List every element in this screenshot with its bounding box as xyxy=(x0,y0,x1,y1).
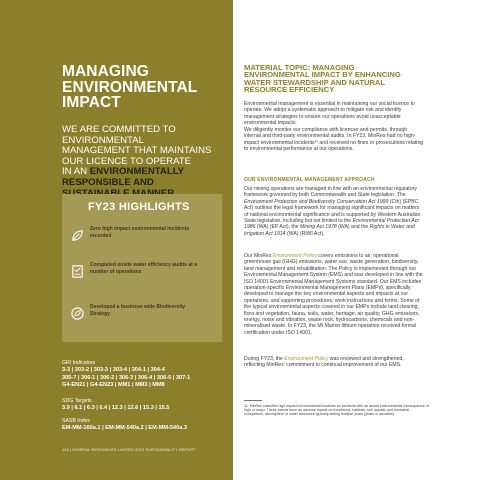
title-line: ENVIRONMENTAL xyxy=(62,78,198,96)
highlight-item xyxy=(70,226,218,250)
biodiversity-icon xyxy=(70,306,85,321)
environment-policy-link[interactable]: Environment Policy xyxy=(284,356,329,362)
material-topic-title xyxy=(244,64,419,94)
leaf-icon xyxy=(70,228,85,243)
environment-policy-link[interactable]: Environment Policy xyxy=(272,253,317,259)
highlight-item xyxy=(70,304,218,328)
body-text: (Cth) (EPBC Act) outlines the legal framework for managing significant impacts on matters of national environmental significance and is supported by Western Australian State legislation, including but not limited to the xyxy=(244,198,421,225)
highlight-text: Completed onsite water efficiency audits at a number of operations xyxy=(90,262,197,275)
section-subheading: OUR ENVIRONMENTAL MANAGEMENT APPROACH xyxy=(244,177,375,183)
lead-line: OUR LICENCE TO OPERATE xyxy=(62,155,192,167)
act-name: Rights in Water and Irrigation Act 1914 xyxy=(244,224,415,237)
sasb-heading: SASB Index xyxy=(62,418,90,424)
sdg-heading: SDG Targets xyxy=(62,398,92,404)
gri-indicators xyxy=(62,360,230,390)
highlight-item xyxy=(70,262,218,286)
highlights-title: FY23 HIGHLIGHTS xyxy=(88,201,190,213)
gri-line: 3-3 | 303-2 | 303-3 | 303-4 | 304-1 | 304-4 xyxy=(62,367,165,373)
footnote-divider xyxy=(244,400,262,401)
lead-emphasis: RESPONSIBLE AND xyxy=(62,176,154,188)
body-text: Our mining operations are managed in line with an environmental regulatory framework governed by both Commonwealth and State legislation. The xyxy=(244,186,417,199)
left-panel xyxy=(0,0,233,480)
act-name: Mining Act 1978 xyxy=(300,224,337,231)
act-name: Environmental Protection Act 1986 xyxy=(244,218,419,231)
act-name: Environment Protection and Biodiversity Conservation Act 1999 xyxy=(244,198,389,205)
commitment-statement xyxy=(62,125,230,199)
footnote: 11. MinRes classifies high-impact environmental incidents as incidents with an actual environmental consequence of high or major. These events have an adverse impact on flora/fauna, habitats, soil, aquatic and terrestrial ecosystems, atmosphere or water resources typically lasting multiple years (years or decades). xyxy=(244,404,429,417)
highlight-text: Developed a business wide Biodiversity Strategy xyxy=(90,304,186,317)
checklist-icon xyxy=(70,264,85,279)
title-line: IMPACT xyxy=(62,94,121,111)
body-text: Our MinRes xyxy=(244,253,273,259)
gri-line: 305-7 | 306-1 | 306-2 | 306-3 | 306-4 | 306-5 | 307-1 xyxy=(62,374,191,381)
gri-heading: GRI Indicators xyxy=(62,360,96,366)
topic-title-line: RESOURCE EFFICIENCY xyxy=(244,85,335,95)
highlights-box xyxy=(62,194,222,342)
body-text: (WA) and the xyxy=(336,224,370,231)
highlight-text: Zero high impact environmental incidents recorded xyxy=(90,226,190,239)
topic-title-line: WATER STEWARDSHIP AND NATURAL xyxy=(244,77,386,87)
gri-line: G4-EN21 | G4-EN23 | MM1 | MM3 | MM8 xyxy=(62,382,165,389)
lead-line: MANAGEMENT THAT MAINTAINS xyxy=(62,145,212,157)
lead-emphasis: ENVIRONMENTALLY xyxy=(89,166,185,178)
page-footer: 126 | MINERAL RESOURCES LIMITED 2023 SUSTAINABILITY REPORT xyxy=(62,448,196,452)
page-title xyxy=(62,64,227,111)
review-paragraph xyxy=(244,356,424,369)
framework-paragraph xyxy=(244,186,424,237)
body-text: was reviewed and strengthened, reflecting MinRes' commitment to continual improvement of our EMS. xyxy=(244,356,404,369)
body-text: (WA) (RiWI Act). xyxy=(285,230,325,237)
body-text: (WA) (EP Act), the xyxy=(255,224,300,231)
lead-line: WE ARE COMMITTED TO xyxy=(62,124,176,135)
intro-paragraph: Environmental management is essential in maintaining our social licence to operate. We adopt a systematic approach to mitigate risk and identify management strategies to ensure our operations avoid unacceptable environmental impacts. xyxy=(244,101,415,127)
sasb-line: EM-MM-160a.1 | EM-MM-540a.2 | EM-MM-540a.3 xyxy=(62,425,187,431)
sasb-index xyxy=(62,418,230,433)
right-panel xyxy=(233,0,480,480)
body-text: During FY23, the xyxy=(244,356,285,362)
sdg-line: 3.9 | 6.1 | 6.3 | 6.4 | 12.3 | 12.6 | 15.3 | 15.5 xyxy=(62,405,170,411)
body-text: covers emissions to air, operational greenhouse gas (GHG) emissions, water use, waste generation, biodiversity, land management and rehabilitation. The Policy is implemented through our Environmental Management System (EMS) and was developed in line with the ISO 14001 Environmental Management Systems standard. Our EMS includes operation-specific Environmental Management Plans (EMPs), specifically developed to manage the key environmental aspects and impacts at our operations, and supporting procedures, work instructions and forms. Some of the typical environmental aspects covered in our EMPs include land clearing, flora and vegetation, fauna, soils, water, heritage, air quality, GHG emissions, energy, noise and vibration, waste rock, hydrocarbons, chemicals and non-mineralised waste. In FY23, the Mt Marion lithium operation received formal certification under ISO 14001. xyxy=(244,253,423,336)
lead-text: IN AN xyxy=(62,166,90,178)
lead-line: ENVIRONMENTAL xyxy=(62,134,144,146)
compliance-paragraph: We diligently monitor our compliance with licences and permits, through internal and third-party environmental audits. In FY23, MinRes had no high-impact environmental incidents¹¹ and received no fines or prosecutions relating to environmental performance at our operations. xyxy=(244,127,424,153)
topic-title-line: ENVIRONMENTAL IMPACT BY ENHANCING xyxy=(244,70,401,80)
title-line: MANAGING xyxy=(62,63,149,80)
topic-title-line: MATERIAL TOPIC: MANAGING xyxy=(244,63,355,72)
sdg-targets xyxy=(62,398,230,413)
policy-paragraph xyxy=(244,253,424,336)
